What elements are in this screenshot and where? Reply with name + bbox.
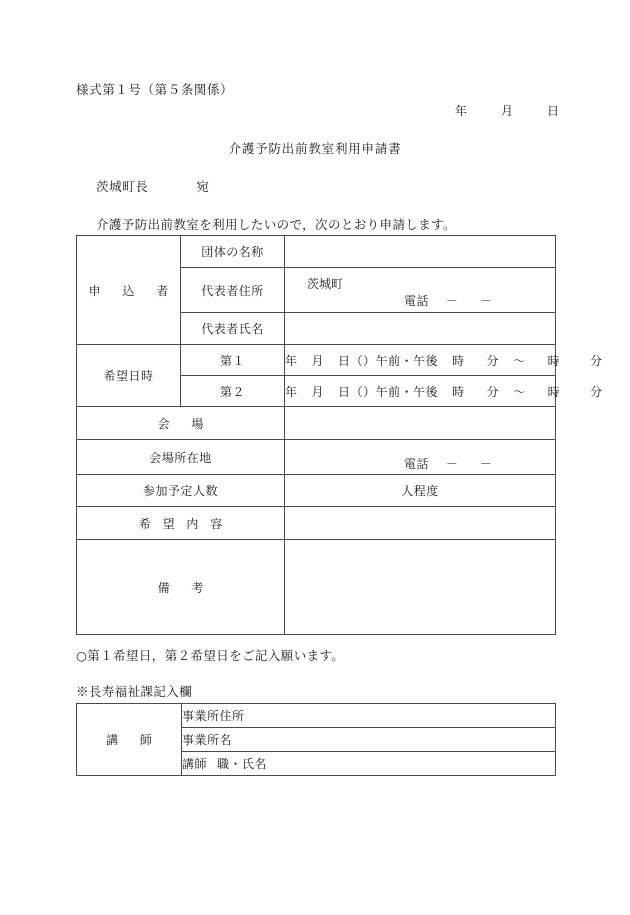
staff-section-heading: ※長寿福祉課記入欄 (76, 684, 193, 699)
addressee (96, 177, 210, 195)
venue-address-label: 会場所在地 (77, 440, 285, 475)
remarks-label: 備 考 (77, 540, 285, 635)
note-text: ○第１希望日，第２希望日をご記入願います。 (76, 648, 345, 663)
page-title: 介護予防出前教室利用申請書 (228, 141, 402, 156)
office-address-label: 事業所住所 (182, 709, 245, 723)
rep-address-town: 茨城町 (307, 277, 344, 291)
addressee-suffix: 宛 (196, 179, 210, 194)
rep-name-label: 代表者氏名 (181, 313, 285, 345)
instructor-title-label: 講師 (182, 757, 208, 771)
remarks-value[interactable] (285, 540, 556, 635)
telephone-dash-2: － (479, 294, 493, 308)
table-row (77, 345, 556, 376)
dt1-paren-open: （ (350, 353, 364, 368)
rep-telephone-line (285, 292, 555, 309)
telephone-label: 電話 (404, 457, 430, 471)
application-table (76, 235, 603, 635)
instructor-table (76, 703, 556, 776)
participants-label: 参加予定人数 (77, 475, 285, 507)
instructor-position-name-label: 職・氏名 (217, 757, 268, 771)
intro-sentence: 介護予防出前教室を利用したいので，次のとおり申請します。 (96, 217, 456, 232)
dt1-paren-close: ） (363, 353, 376, 368)
dt2-ampm: 午前・午後 (375, 384, 439, 399)
date-line (455, 102, 559, 119)
venue-value[interactable] (285, 407, 556, 440)
choice-2-datetime[interactable] (285, 376, 603, 407)
date-month-label: 月 (501, 104, 514, 118)
table-row (77, 236, 556, 268)
rep-address-value[interactable] (285, 268, 556, 313)
instructor-label: 講 師 (77, 704, 182, 776)
choice-2-label: 第２ (181, 376, 285, 407)
dt1-month: 月 (311, 353, 325, 368)
dt2-minute-end: 分 (590, 384, 603, 399)
table-row (77, 475, 556, 507)
choice-1-label: 第１ (181, 345, 285, 376)
dt1-minute-end: 分 (590, 353, 603, 368)
dt2-minute-start: 分 (486, 384, 500, 399)
dt1-ampm: 午前・午後 (375, 353, 439, 368)
office-name-label: 事業所名 (182, 733, 233, 747)
participants-unit: 人程度 (401, 484, 439, 498)
dt2-hour-start: 時 (452, 384, 465, 399)
addressee-name: 茨城町長 (96, 179, 149, 194)
dt1-year: 年 (285, 353, 298, 368)
venue-telephone-dash-1: － (445, 457, 459, 471)
office-address-field[interactable] (182, 704, 556, 728)
dt1-hour-start: 時 (452, 353, 465, 368)
telephone-label: 電話 (404, 294, 430, 308)
date-year-label: 年 (455, 104, 468, 118)
form-number: 様式第１号（第５条関係） (76, 82, 234, 97)
dt2-tilde: ～ (513, 384, 526, 399)
dt2-hour-end: 時 (547, 384, 561, 399)
table-row (77, 704, 556, 728)
venue-address-value[interactable] (285, 440, 556, 475)
table-row (77, 440, 556, 475)
group-name-label: 団体の名称 (181, 236, 285, 268)
group-name-value[interactable] (285, 236, 556, 268)
venue-telephone-line (285, 455, 555, 472)
instructor-name-field[interactable] (182, 752, 556, 776)
dt2-year: 年 (285, 384, 298, 399)
rep-name-value[interactable] (285, 313, 556, 345)
desired-datetime-label: 希望日時 (77, 345, 181, 407)
dt1-minute-start: 分 (486, 353, 500, 368)
dt2-paren-close: ） (363, 384, 376, 399)
dt1-day: 日 (338, 353, 351, 368)
dt1-tilde: ～ (513, 353, 526, 368)
request-label: 希 望 内 容 (77, 507, 285, 540)
dt2-month: 月 (311, 384, 325, 399)
request-value[interactable] (285, 507, 556, 540)
dt2-day: 日 (338, 384, 351, 399)
date-day-label: 日 (547, 104, 560, 118)
applicant-label: 申 込 者 (77, 236, 181, 345)
table-row (77, 507, 556, 540)
telephone-dash-1: － (445, 294, 459, 308)
rep-address-label: 代表者住所 (181, 268, 285, 313)
participants-value[interactable] (285, 475, 556, 507)
office-name-field[interactable] (182, 728, 556, 752)
table-row (77, 540, 556, 635)
table-row (77, 407, 556, 440)
dt2-paren-open: （ (350, 384, 364, 399)
venue-telephone-dash-2: － (479, 457, 493, 471)
venue-label: 会 場 (77, 407, 285, 440)
choice-1-datetime[interactable] (285, 345, 603, 376)
dt1-hour-end: 時 (547, 353, 561, 368)
